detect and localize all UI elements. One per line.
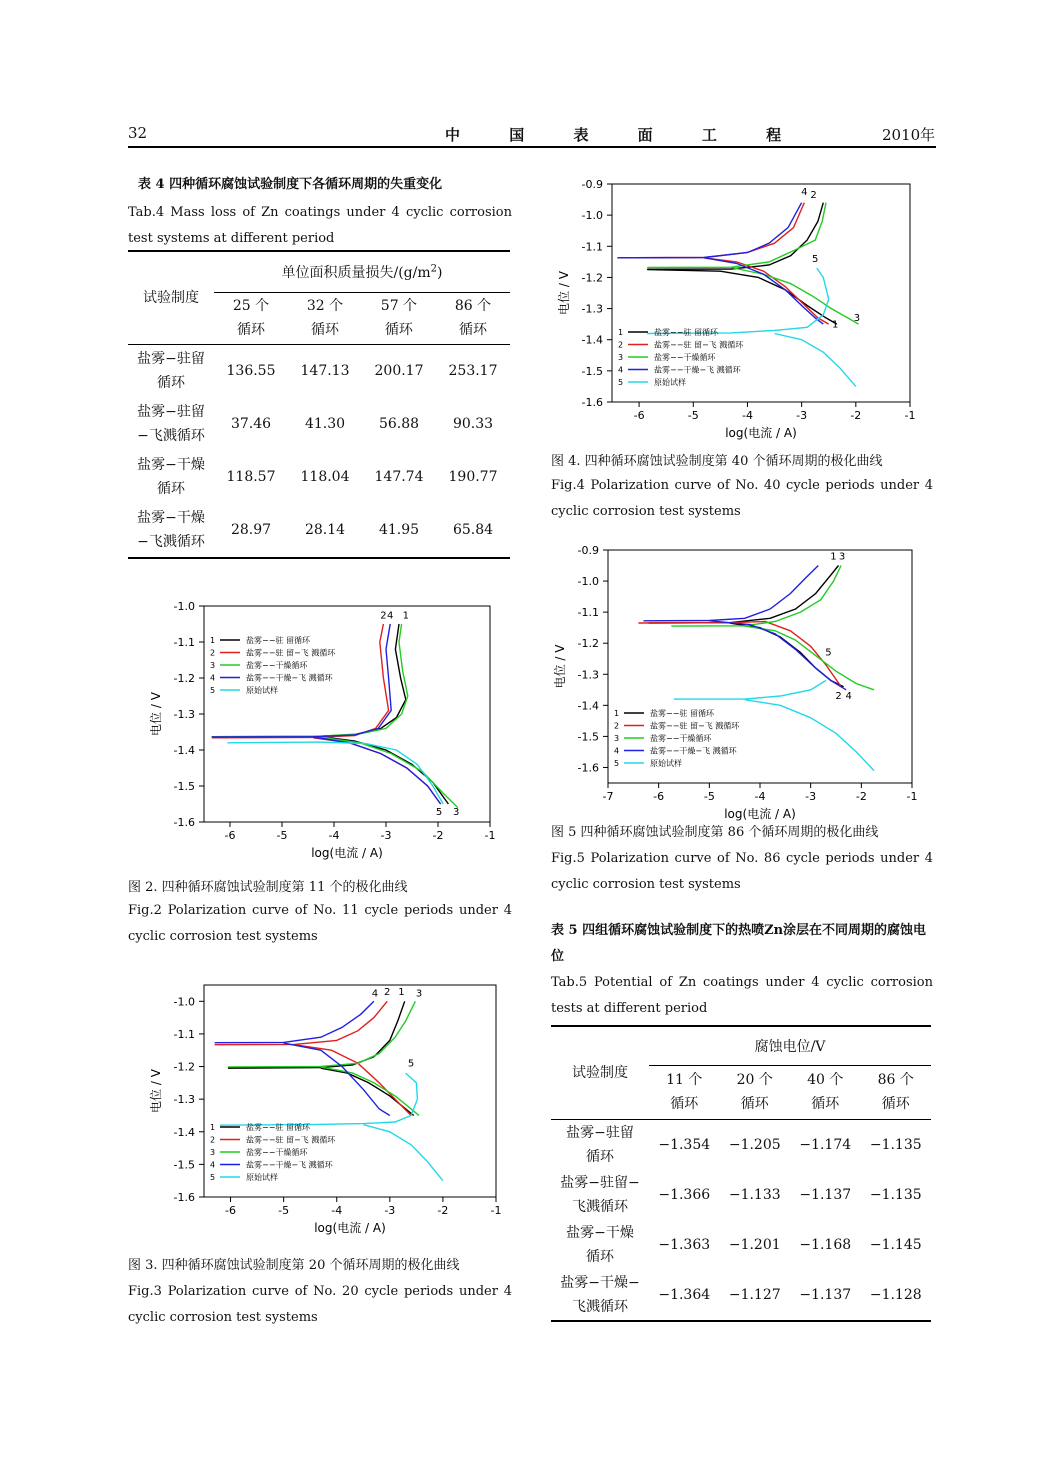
row-label-line: 循环 <box>586 1249 614 1265</box>
legend-number: 2 <box>618 340 624 350</box>
fig2-caption-cn: 图 2. 四种循环腐蚀试验制度第 11 个的极化曲线 <box>128 880 408 895</box>
table-cell: −1.364 <box>658 1287 711 1303</box>
legend-number: 5 <box>618 378 624 387</box>
table-cell: −1.363 <box>658 1237 711 1253</box>
y-tick-label: -1.2 <box>173 1060 195 1074</box>
y-tick-label: -1.0 <box>173 995 195 1009</box>
table4-row-header: 试验制度 <box>143 289 199 306</box>
table-cell: 28.97 <box>230 522 272 538</box>
x-axis-label: log(电流 / A) <box>314 1221 386 1235</box>
table-cell: −1.137 <box>799 1187 852 1203</box>
table-cell: −1.201 <box>728 1237 781 1253</box>
legend-number: 5 <box>210 1173 216 1182</box>
legend-text: 盐雾−−干燥−飞 溅循环 <box>654 365 741 375</box>
legend-number: 1 <box>210 636 216 645</box>
legend-text: 盐雾−−驻 留−飞 溅循环 <box>654 340 744 350</box>
table5-col-header-line: 86 个 <box>877 1072 914 1089</box>
table-cell: 118.57 <box>226 469 276 485</box>
legend-number: 1 <box>614 709 620 718</box>
table-cell: 41.30 <box>304 416 346 432</box>
table4-col-header-line: 57 个 <box>380 298 418 314</box>
table-cell: 90.33 <box>452 416 494 432</box>
table4-title-cn: 表 4 四种循环腐蚀试验制度下各循环周期的失重变化 <box>138 177 443 192</box>
table-cell: 37.46 <box>230 416 272 432</box>
table5-col-header-line: 循环 <box>811 1096 840 1113</box>
y-tick-label: -1.0 <box>577 575 599 589</box>
series-line-5 <box>674 681 826 700</box>
table-cell: −1.174 <box>799 1137 852 1153</box>
y-tick-label: -1.6 <box>173 1191 195 1204</box>
x-tick-label: -1 <box>906 790 918 803</box>
legend-text: 盐雾−−驻 留循环 <box>654 328 718 337</box>
table4-col-header-line: 25 个 <box>232 298 270 314</box>
table-cell: −1.205 <box>728 1137 781 1153</box>
table-cell: −1.128 <box>869 1287 922 1303</box>
row-label <box>551 1220 649 1270</box>
table-cell: 118.04 <box>300 469 350 485</box>
series-line-3c <box>318 737 457 808</box>
legend-text: 盐雾−−干燥循环 <box>654 353 716 362</box>
x-axis-label: log(电流 / A) <box>725 426 797 440</box>
series-line-3c <box>745 626 874 690</box>
table4-title-en: Tab.4 Mass loss of Zn coatings under 4 cyclic corrosion test systems at different period <box>128 205 512 246</box>
legend-text: 盐雾−−驻 留−飞 溅循环 <box>246 1135 336 1145</box>
table4-col-header <box>436 292 510 344</box>
row-label <box>551 1170 649 1220</box>
table-cell: −1.127 <box>728 1287 781 1303</box>
x-tick-label: -2 <box>437 1204 449 1217</box>
curve-label: 2 <box>383 986 391 998</box>
legend-text: 原始试样 <box>654 378 686 387</box>
curve-label: 2 <box>835 691 842 703</box>
fig3-caption-en: Fig.3 Polarization curve of No. 20 cycle periods under 4 cyclic corrosion test systems <box>128 1284 512 1325</box>
table-cell: 65.84 <box>452 522 494 538</box>
legend-number: 1 <box>210 1123 216 1132</box>
y-tick-label: -1.6 <box>173 816 195 829</box>
table4-col-header <box>214 292 288 344</box>
row-label-line: 飞溅循环 <box>572 1199 628 1215</box>
legend-number: 1 <box>618 328 624 337</box>
fig4-chart <box>548 170 938 444</box>
y-axis-label: 电位 / V <box>149 692 163 736</box>
row-label-line: 飞溅循环 <box>572 1299 628 1315</box>
curve-label: 3 <box>838 551 846 563</box>
table5-col-header-line: 循环 <box>881 1096 910 1113</box>
y-tick-label: -1.5 <box>173 780 195 793</box>
legend-text: 盐雾−−驻 留−飞 溅循环 <box>246 648 336 658</box>
x-tick-label: -4 <box>331 1204 343 1217</box>
row-label-line: 盐雾−驻留 <box>137 404 205 420</box>
table-cell: −1.135 <box>869 1137 922 1153</box>
table-cell: 56.88 <box>378 416 420 432</box>
table-row <box>551 1120 931 1170</box>
table5-col-header <box>861 1065 932 1119</box>
table-cell: −1.366 <box>658 1187 711 1203</box>
series-line-1c <box>318 736 448 804</box>
legend-number: 5 <box>210 686 216 695</box>
table-cell: 41.95 <box>378 522 420 538</box>
y-tick-label: -0.9 <box>577 544 599 557</box>
y-tick-label: -1.2 <box>577 637 599 651</box>
curve-label: 1 <box>398 986 405 998</box>
table4-col-header <box>288 292 362 344</box>
series-line-3 <box>671 566 841 627</box>
row-label-line: −飞溅循环 <box>137 428 205 444</box>
y-tick-label: -1.0 <box>581 209 603 223</box>
table5-group-header: 腐蚀电位/V <box>649 1027 931 1065</box>
legend-text: 原始试样 <box>246 686 278 695</box>
legend-text: 盐雾−−干燥−飞 溅循环 <box>246 673 333 683</box>
x-tick-label: -5 <box>276 829 288 842</box>
y-tick-label: -1.3 <box>577 668 599 682</box>
row-label <box>551 1120 649 1170</box>
row-label <box>551 1270 649 1320</box>
series-line-5c <box>775 334 856 387</box>
table-cell: 147.13 <box>300 363 350 379</box>
x-tick-label: -6 <box>225 1204 237 1217</box>
fig3-caption-cn: 图 3. 四种循环腐蚀试验制度第 20 个循环周期的极化曲线 <box>128 1258 460 1273</box>
x-tick-label: -3 <box>805 790 817 803</box>
row-label-line: 循环 <box>157 481 185 497</box>
fig4-caption-en: Fig.4 Polarization curve of No. 40 cycle periods under 4 cyclic corrosion test systems <box>551 478 933 519</box>
table-cell: −1.145 <box>869 1237 922 1253</box>
table-cell: −1.133 <box>728 1187 781 1203</box>
row-label <box>128 504 214 557</box>
curve-label: 1 <box>402 610 409 622</box>
x-tick-label: -3 <box>796 409 808 422</box>
table-cell: −1.135 <box>869 1187 922 1203</box>
x-tick-label: -6 <box>653 790 665 803</box>
legend-text: 原始试样 <box>650 759 682 768</box>
row-label-line: 盐雾−驻留 <box>137 351 205 367</box>
series-line-2 <box>638 622 841 687</box>
series-line-4 <box>215 1001 374 1042</box>
legend-text: 盐雾−−干燥循环 <box>246 1148 308 1157</box>
legend-text: 盐雾−−干燥循环 <box>246 661 308 670</box>
legend-number: 2 <box>210 648 216 658</box>
row-label <box>128 451 214 504</box>
series-line-1c <box>647 270 837 325</box>
table-row <box>551 1270 931 1320</box>
series-line-2c <box>294 1045 411 1116</box>
legend-number: 2 <box>614 721 620 731</box>
table-cell: 28.14 <box>304 522 346 538</box>
x-tick-label: -2 <box>850 409 862 422</box>
table4-col-header-line: 循环 <box>236 322 265 338</box>
y-tick-label: -1.5 <box>577 730 599 744</box>
header-rule <box>128 146 936 148</box>
table-cell: −1.137 <box>799 1287 852 1303</box>
table-row <box>128 451 510 504</box>
y-tick-label: -1.1 <box>577 606 599 620</box>
table-cell: −1.168 <box>799 1237 852 1253</box>
x-tick-label: -2 <box>432 829 444 842</box>
legend-text: 盐雾−−驻 留−飞 溅循环 <box>650 721 740 731</box>
legend-text: 盐雾−−干燥−飞 溅循环 <box>650 746 737 756</box>
legend-number: 2 <box>210 1135 216 1145</box>
x-tick-label: -1 <box>490 1204 502 1217</box>
y-tick-label: -0.9 <box>581 178 603 191</box>
series-line-5 <box>220 1073 418 1125</box>
curve-label: 4 <box>845 691 852 703</box>
table5-col-header-line: 循环 <box>740 1096 769 1113</box>
series-line-5 <box>227 742 443 804</box>
curve-label: 3 <box>415 988 423 1000</box>
y-tick-label: -1.4 <box>173 1125 195 1139</box>
row-label <box>128 398 214 451</box>
fig2-caption-en: Fig.2 Polarization curve of No. 11 cycle periods under 4 cyclic corrosion test systems <box>128 903 512 944</box>
series-line-5c <box>745 700 874 771</box>
table-row <box>551 1170 931 1220</box>
legend-number: 3 <box>210 1148 216 1157</box>
row-label-line: 循环 <box>157 375 185 391</box>
table-cell: 136.55 <box>226 363 276 379</box>
table5-col-header <box>720 1065 791 1119</box>
table4-col-header-line: 循环 <box>384 322 413 338</box>
x-tick-label: -3 <box>384 1204 396 1217</box>
table5-title-en: Tab.5 Potential of Zn coatings under 4 cyclic corrosion tests at different period <box>551 975 933 1016</box>
curve-label: 5 <box>811 253 819 265</box>
y-tick-label: -1.1 <box>173 1027 195 1041</box>
table4-col-header-line: 循环 <box>310 322 339 338</box>
table5-title-cn: 表 5 四组循环腐蚀试验制度下的热喷Zn涂层在不同周期的腐蚀电位 <box>551 923 927 964</box>
curve-label: 2 <box>380 610 387 622</box>
table-cell: 200.17 <box>374 363 424 379</box>
table-cell: 147.74 <box>374 469 424 485</box>
y-axis-label: 电位 / V <box>149 1069 163 1113</box>
page-number: 32 <box>128 124 148 142</box>
x-tick-label: -4 <box>741 409 753 422</box>
series-line-2 <box>617 203 804 258</box>
table4-col-header <box>362 292 436 344</box>
table5-col-header <box>790 1065 861 1119</box>
series-line-3 <box>228 1001 415 1067</box>
x-tick-label: -1 <box>484 829 496 842</box>
x-axis-label: log(电流 / A) <box>724 807 796 821</box>
curve-label: 3 <box>853 313 861 325</box>
table-row <box>128 398 510 451</box>
series-line-5c <box>363 1125 443 1181</box>
row-label-line: 盐雾−干燥 <box>566 1225 634 1241</box>
legend-text: 盐雾−−驻 留循环 <box>246 636 310 645</box>
y-tick-label: -1.2 <box>173 672 195 685</box>
x-tick-label: -4 <box>328 829 340 842</box>
fig5-caption-en: Fig.5 Polarization curve of No. 86 cycle periods under 4 cyclic corrosion test systems <box>551 851 933 892</box>
x-axis-label: log(电流 / A) <box>311 846 383 860</box>
legend-number: 4 <box>210 673 216 683</box>
x-tick-label: -5 <box>278 1204 290 1217</box>
table-cell: −1.354 <box>658 1137 711 1153</box>
y-tick-label: -1.3 <box>173 1093 195 1107</box>
row-label-line: 盐雾−干燥− <box>560 1275 640 1291</box>
legend-number: 3 <box>614 734 620 743</box>
curve-label: 1 <box>832 319 839 331</box>
legend-text: 盐雾−−干燥循环 <box>650 734 712 743</box>
curve-label: 1 <box>830 551 837 563</box>
y-tick-label: -1.2 <box>581 271 603 285</box>
table5-col-header-line: 40 个 <box>807 1072 844 1089</box>
y-tick-label: -1.4 <box>577 699 599 713</box>
table5-col-header-line: 20 个 <box>736 1072 773 1089</box>
curve-label: 5 <box>407 1058 415 1070</box>
y-tick-label: -1.5 <box>173 1158 195 1172</box>
legend-text: 盐雾−−驻 留循环 <box>246 1123 310 1132</box>
fig3-chart <box>128 975 508 1244</box>
legend-text: 盐雾−−驻 留循环 <box>650 709 714 718</box>
table4 <box>128 250 510 559</box>
fig5-caption-cn: 图 5 四种循环腐蚀试验制度第 86 个循环周期的极化曲线 <box>551 825 879 840</box>
series-line-2 <box>215 1001 388 1044</box>
curve-label: 3 <box>453 806 460 818</box>
curve-label: 5 <box>825 647 832 659</box>
table5 <box>551 1025 931 1322</box>
series-line-4c <box>284 1043 390 1115</box>
table4-col-header-line: 86 个 <box>454 298 492 314</box>
table5-col-header-line: 循环 <box>670 1096 699 1113</box>
x-tick-label: -5 <box>687 409 699 422</box>
fig4-caption-cn: 图 4. 四种循环腐蚀试验制度第 40 个循环周期的极化曲线 <box>551 454 883 469</box>
curve-label: 4 <box>801 186 808 198</box>
row-label-line: −飞溅循环 <box>137 534 205 550</box>
x-tick-label: -4 <box>754 790 766 803</box>
row-label-line: 盐雾−驻留 <box>566 1125 634 1141</box>
x-tick-label: -5 <box>703 790 715 803</box>
table-cell: 253.17 <box>448 363 498 379</box>
table-row <box>128 504 510 557</box>
row-label-line: 盐雾−驻留− <box>560 1175 640 1191</box>
legend-text: 原始试样 <box>246 1173 278 1182</box>
table4-group-header: 单位面积质量损失$/(g/m^2)$ <box>214 252 510 292</box>
y-tick-label: -1.3 <box>173 708 195 721</box>
series-line-1c <box>321 1068 414 1115</box>
curve-label: 4 <box>371 988 379 1000</box>
x-tick-label: -1 <box>904 409 916 422</box>
series-line-4 <box>644 566 819 621</box>
fig5-chart <box>548 538 938 821</box>
legend-number: 5 <box>614 759 620 768</box>
journal-title: 中 国 表 面 工 程 <box>445 126 804 144</box>
table5-col-header-line: 11 个 <box>666 1072 703 1089</box>
y-tick-label: -1.6 <box>577 761 599 775</box>
legend-number: 3 <box>618 353 624 362</box>
curve-label: 2 <box>810 190 817 202</box>
table-row <box>551 1220 931 1270</box>
x-tick-label: -6 <box>224 829 236 842</box>
row-label-line: 盐雾−干燥 <box>137 510 205 526</box>
y-tick-label: -1.6 <box>581 396 603 409</box>
x-tick-label: -2 <box>855 790 867 803</box>
legend-text: 盐雾−−干燥−飞 溅循环 <box>246 1160 333 1170</box>
table5-col-header <box>649 1065 720 1119</box>
fig2-chart <box>128 592 508 866</box>
table4-col-header-line: 32 个 <box>306 298 344 314</box>
row-label <box>128 345 214 398</box>
table-cell: 190.77 <box>448 469 498 485</box>
x-tick-label: -6 <box>633 409 645 422</box>
y-axis-label: 电位 / V <box>557 271 571 315</box>
row-label-line: 循环 <box>586 1149 614 1165</box>
legend-number: 4 <box>618 365 624 375</box>
y-tick-label: -1.0 <box>173 600 195 613</box>
y-tick-label: -1.1 <box>581 240 603 254</box>
y-tick-label: -1.3 <box>581 302 603 316</box>
legend-number: 4 <box>614 746 620 756</box>
legend-number: 3 <box>210 661 216 670</box>
y-axis-label: 电位 / V <box>553 644 567 689</box>
table4-col-header-line: 循环 <box>458 322 487 338</box>
curve-label: 5 <box>435 806 443 818</box>
x-tick-label: -7 <box>602 790 614 803</box>
series-line-4 <box>617 203 801 258</box>
legend-number: 4 <box>210 1160 216 1170</box>
y-tick-label: -1.1 <box>173 636 195 649</box>
journal-year: 2010年 <box>882 126 936 144</box>
row-label-line: 盐雾−干燥 <box>137 457 205 473</box>
table5-row-header: 试验制度 <box>572 1065 628 1081</box>
table-row <box>128 345 510 398</box>
y-tick-label: -1.4 <box>173 744 195 757</box>
x-tick-label: -3 <box>380 829 392 842</box>
y-tick-label: -1.4 <box>581 333 603 347</box>
curve-label: 4 <box>386 610 394 622</box>
y-tick-label: -1.5 <box>581 364 603 378</box>
